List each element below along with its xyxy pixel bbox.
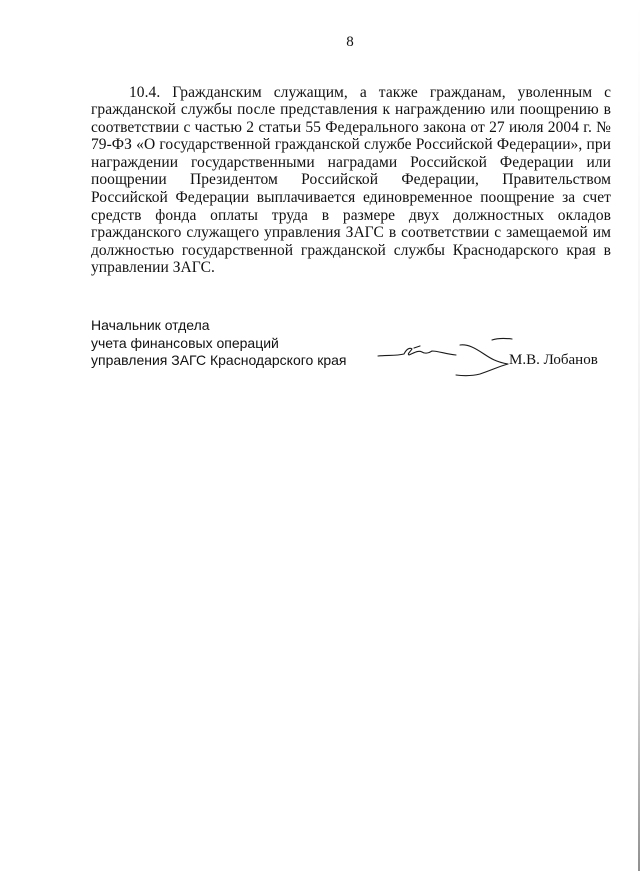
signatory-name: М.В. Лобанов [509, 352, 598, 368]
signatory-position-line-1: Начальник отдела [91, 317, 210, 333]
signatory-position-block [91, 317, 347, 370]
signatory-position-line-2: учета финансовых операций [91, 334, 279, 351]
signatory-position-line-3: управления ЗАГС Краснодарского края [91, 352, 347, 368]
clause-10-4-text: 10.4. Гражданским служащим, а также гражданам, уволенным с гражданской службы после представления к награждению или поощрению в соответствии с частью 2 статьи 55 Федерального закона от 27 июля 2004 г. № 79-ФЗ «О государственной гражданской службе Российской Федерации», при награждении государственными наградами Российской Федерации или поощрении Президентом Российской Федерации, Правительством Российской Федерации выплачивается единовременное поощрение за счет средств фонда оплаты труда в размере двух должностных окладов гражданского служащего управления ЗАГС в соответствии с замещаемой им должностью государственной гражданской службы Краснодарского края в управлении ЗАГС. [91, 83, 611, 277]
handwritten-signature [376, 336, 516, 382]
page-number: 8 [346, 34, 354, 50]
